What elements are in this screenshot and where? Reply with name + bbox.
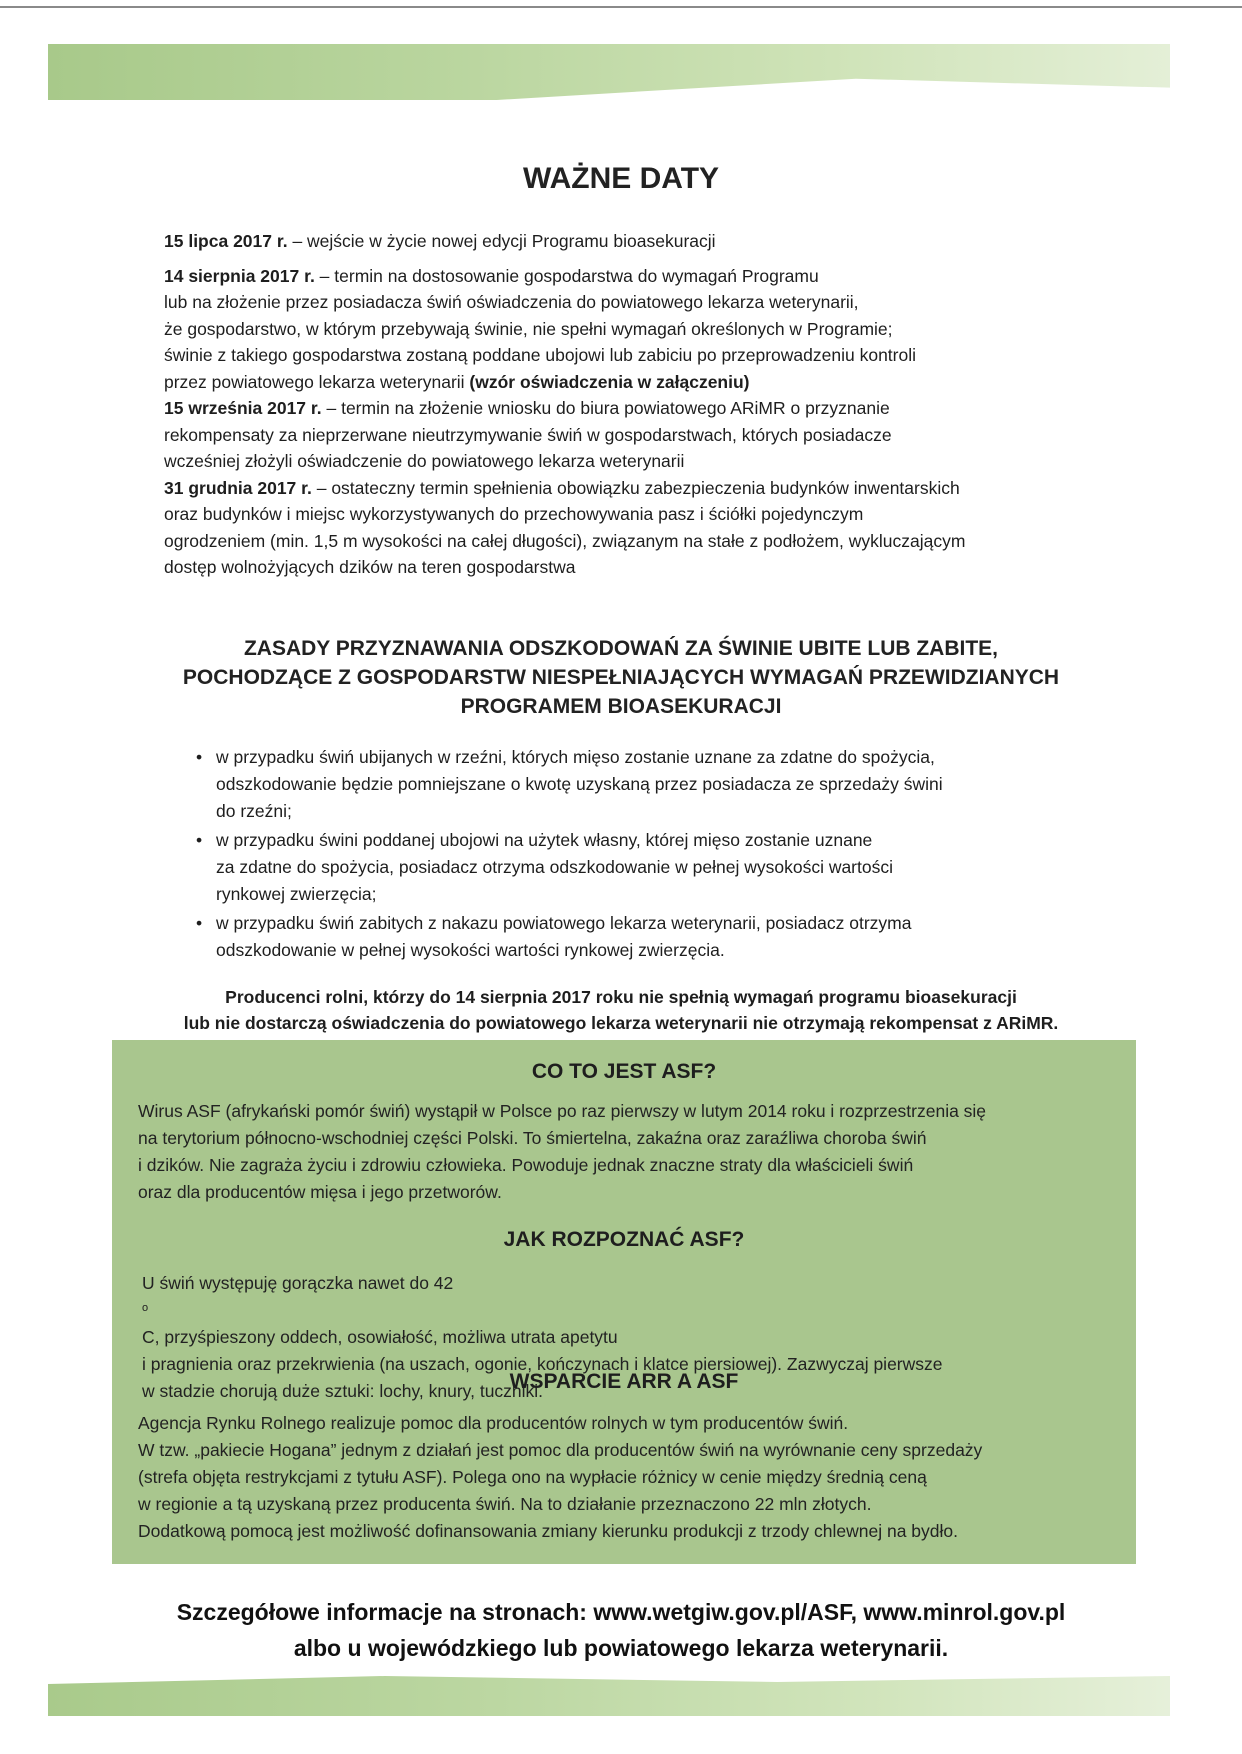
date-entry <box>164 263 1124 396</box>
date-entry <box>164 475 1124 581</box>
date-text: przez powiatowego lekarza weterynarii <box>164 371 470 392</box>
paragraph-line: i dzików. Nie zagraża życiu i zdrowiu człowieka. Powoduje jednak znaczne straty dla właścicieli świń <box>138 1155 914 1175</box>
bullet-icon: • <box>196 747 203 767</box>
asf-heading: CO TO JEST ASF? <box>531 1060 717 1083</box>
list-item <box>196 910 1156 964</box>
list-item-text: odszkodowanie będzie pomniejszane o kwotę uzyskaną przez posiadacza ze sprzedaży świni <box>216 774 943 794</box>
paragraph-line: na terytorium północno-wschodniej części Polski. To śmiertelna, zakaźna oraz zaraźliwa choroba świń <box>138 1128 927 1148</box>
list-item-text: do rzeźni; <box>216 801 292 821</box>
paragraph-line <box>142 1270 1132 1351</box>
page-title: WAŻNE DATY <box>522 162 720 195</box>
note-line: Producenci rolni, którzy do 14 sierpnia 2017 roku nie spełnią wymagań programu bioasekuracji <box>225 987 1017 1007</box>
important-dates <box>164 228 1124 581</box>
paragraph-line: Dodatkową pomocą jest możliwość dofinansowania zmiany kierunku produkcji z trzody chlewnej na bydło. <box>138 1521 958 1541</box>
date-text: dostęp wolnożyjących dzików na teren gospodarstwa <box>164 557 576 577</box>
text-part: U świń występuję gorączka nawet do 42 <box>142 1273 454 1293</box>
list-item <box>196 744 1156 825</box>
date-text: lub na złożenie przez posiadacza świń oświadczenia do powiatowego lekarza weterynarii, <box>164 292 859 312</box>
heading-line: POCHODZĄCE Z GOSPODARSTW NIESPEŁNIAJĄCYCH WYMAGAŃ PRZEWIDZIANYCH <box>182 666 1060 689</box>
asf-info-box <box>112 1040 1136 1564</box>
producers-note <box>0 984 1242 1036</box>
date-entry <box>164 228 1124 255</box>
bullet-icon: • <box>196 913 203 933</box>
footer-info <box>0 1594 1242 1666</box>
asf-text <box>138 1098 1128 1206</box>
recognize-heading: JAK ROZPOZNAĆ ASF? <box>503 1228 745 1251</box>
paragraph-line: Agencja Rynku Rolnego realizuje pomoc dla producentów rolnych w tym producentów świń. <box>138 1413 849 1433</box>
list-item-text: rynkowej zwierzęcia; <box>216 884 377 904</box>
date-note-bold: (wzór oświadczenia w załączeniu) <box>469 371 750 392</box>
date-text: oraz budynków i miejsc wykorzystywanych do przechowywania pasz i ściółki pojedynczym <box>164 504 864 524</box>
degree-sup: o <box>142 1302 149 1314</box>
list-item-text: w przypadku świń zabitych z nakazu powiatowego lekarza weterynarii, posiadacz otrzyma <box>216 913 912 933</box>
list-item-text: w przypadku świni poddanej ubojowi na użytek własny, której mięso zostanie uznane <box>216 830 873 850</box>
support-text <box>138 1410 1128 1545</box>
list-item-text: odszkodowanie w pełnej wysokości wartości rynkowej zwierzęcia. <box>216 940 725 960</box>
date-text: wcześniej złożyli oświadczenie do powiatowego lekarza weterynarii <box>164 451 685 471</box>
text-part: C, przyśpieszony oddech, osowiałość, możliwa utrata apetytu <box>142 1327 618 1347</box>
date-label: 14 sierpnia 2017 r. <box>164 265 315 286</box>
compensation-rules-heading <box>0 634 1242 721</box>
compensation-rules-list <box>196 744 1156 966</box>
list-item <box>196 827 1156 908</box>
top-rule <box>0 6 1242 8</box>
date-text: że gospodarstwo, w którym przebywają świnie, nie spełni wymagań określonych w Programie; <box>164 318 893 339</box>
date-label: 31 grudnia 2017 r. <box>164 477 312 498</box>
date-text: świnie z takiego gospodarstwa zostaną poddane ubojowi lub zabiciu po przeprowadzeniu kontroli <box>164 345 916 365</box>
paragraph-line: (strefa objęta restrykcjami z tytułu ASF). Polega ono na wypłacie różnicy w cenie między średnią ceną <box>138 1467 927 1487</box>
date-label: 15 lipca 2017 r. <box>164 231 288 251</box>
footer-line: albo u wojewódzkiego lub powiatowego lekarza weterynarii. <box>293 1635 949 1661</box>
date-text: – termin na złożenie wniosku do biura powiatowego ARiMR o przyznanie <box>321 398 890 418</box>
bottom-decorative-band <box>48 1676 1170 1716</box>
paragraph-line: Wirus ASF (afrykański pomór świń) wystąpił w Polsce po raz pierwszy w lutym 2014 roku i rozprzestrzenia się <box>138 1101 987 1121</box>
list-item-text: w przypadku świń ubijanych w rzeźni, których mięso zostanie uznane za zdatne do spożycia, <box>216 747 935 767</box>
paragraph-line: W tzw. „pakiecie Hogana” jednym z działań jest pomoc dla producentów świń na wyrównanie ceny sprzedaży <box>138 1440 983 1460</box>
note-line: lub nie dostarczą oświadczenia do powiatowego lekarza weterynarii nie otrzymają rekompensat z ARiMR. <box>183 1013 1059 1033</box>
top-decorative-band <box>48 44 1170 100</box>
paragraph-line: i pragnienia oraz przekrwienia (na uszach, ogonie, kończynach i klatce piersiowej). Zazwyczaj pierwsze <box>142 1354 943 1374</box>
date-entry <box>164 395 1124 475</box>
bullet-icon: • <box>196 830 203 850</box>
date-text: – termin na dostosowanie gospodarstwa do wymagań Programu <box>314 265 819 286</box>
heading-line: ZASADY PRZYZNAWANIA ODSZKODOWAŃ ZA ŚWINIE UBITE LUB ZABITE, <box>243 637 999 660</box>
date-text: ogrodzeniem (min. 1,5 m wysokości na całej długości), związanym na stałe z podłożem, wykluczającym <box>164 530 966 551</box>
date-text: rekompensaty za nieprzerwane nieutrzymywanie świń w gospodarstwach, których posiadacze <box>164 424 892 445</box>
date-label: 15 września 2017 r. <box>164 398 322 418</box>
paragraph-line: oraz dla producentów mięsa i jego przetworów. <box>138 1182 502 1202</box>
footer-line: Szczegółowe informacje na stronach: www.wetgiw.gov.pl/ASF, www.minrol.gov.pl <box>176 1599 1066 1625</box>
paragraph-line: w stadzie chorują duże sztuki: lochy, knury, tuczniki. <box>142 1381 544 1401</box>
paragraph-line: w regionie a tą uzyskaną przez producenta świń. Na to działanie przeznaczono 22 mln złotych. <box>138 1494 872 1514</box>
heading-line: PROGRAMEM BIOASEKURACJI <box>460 695 782 718</box>
support-heading: WSPARCIE ARR A ASF <box>509 1370 739 1393</box>
list-item-text: za zdatne do spożycia, posiadacz otrzyma odszkodowanie w pełnej wysokości wartości <box>216 857 893 877</box>
date-text: – wejście w życie nowej edycji Programu bioasekuracji <box>287 231 716 251</box>
date-text: – ostateczny termin spełnienia obowiązku zabezpieczenia budynków inwentarskich <box>311 477 960 498</box>
